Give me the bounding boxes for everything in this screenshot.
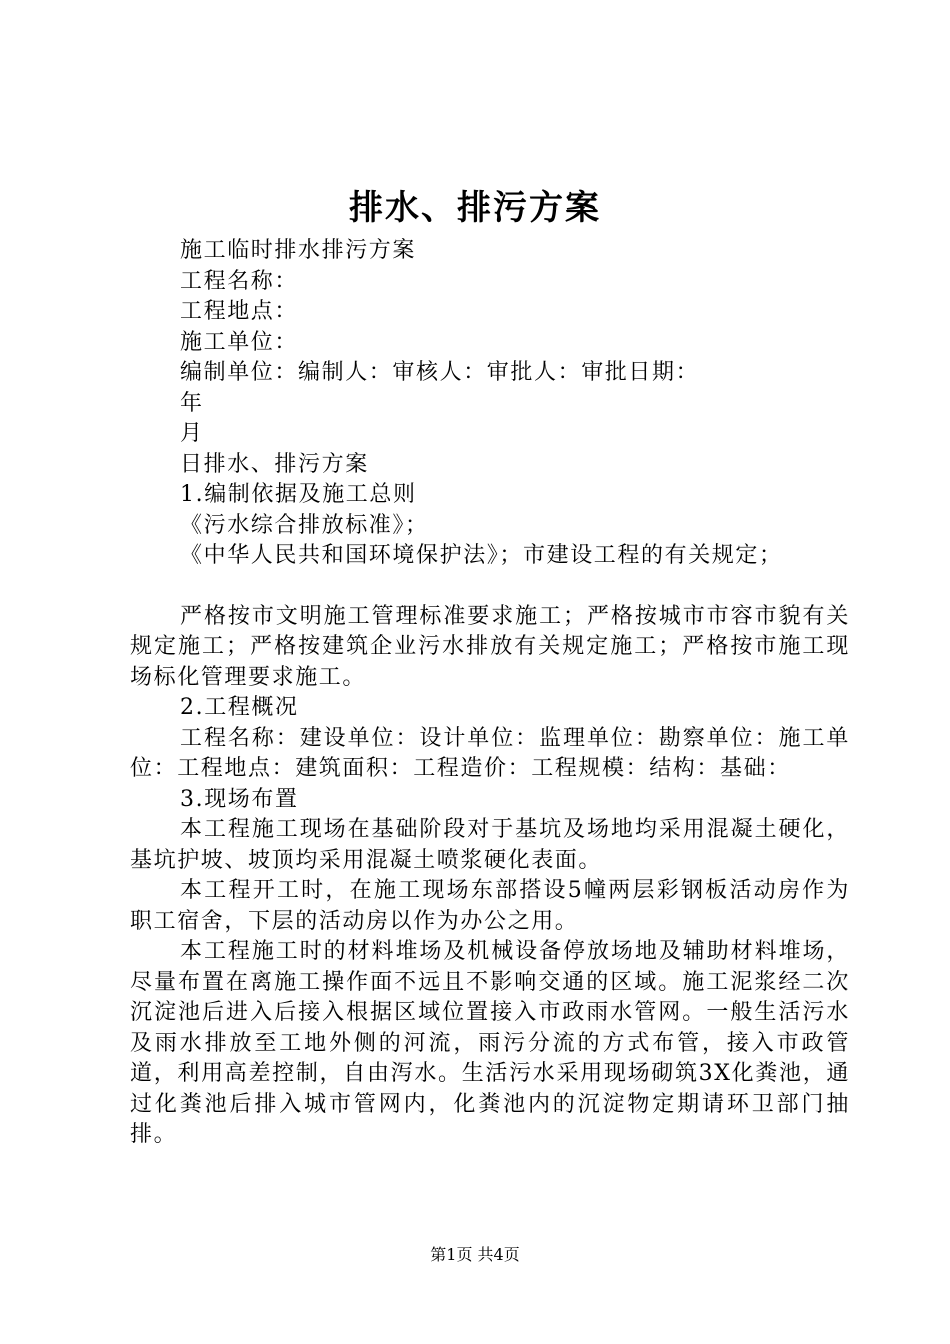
construction-unit-field: 施工单位：	[180, 329, 299, 355]
section-3-heading: 3.现场布置	[180, 786, 299, 812]
spacer	[130, 572, 850, 602]
compile-info-line: 编制单位：编制人：审核人：审批人：审批日期：	[180, 360, 700, 385]
layout-paragraph-2: 本工程开工时，在施工现场东部搭设5幢两层彩钢板活动房作为职工宿舍，下层的活动房以作为办公之用。	[130, 878, 850, 934]
document-title: 排水、排污方案	[349, 188, 601, 228]
layout-paragraph-1: 本工程施工现场在基础阶段对于基坑及场地均采用混凝土硬化，基坑护坡、坡顶均采用混凝土喷浆硬化表面。	[130, 817, 850, 873]
date-day-heading: 日排水、排污方案	[180, 451, 369, 477]
page-footer: 第1页 共4页	[430, 1245, 520, 1264]
overview-paragraph: 工程名称：建设单位：设计单位：监理单位：勘察单位：施工单位：工程地点：建筑面积：工程造价：工程规模：结构：基础：	[130, 725, 850, 781]
date-year: 年	[180, 390, 204, 416]
standards-paragraph: 严格按市文明施工管理标准要求施工；严格按城市市容市貌有关规定施工；严格按建筑企业污水排放有关规定施工；严格按市施工现场标化管理要求施工。	[130, 603, 850, 690]
document-body	[130, 236, 850, 1151]
date-month: 月	[180, 421, 204, 446]
layout-paragraph-3: 本工程施工时的材料堆场及机械设备停放场地及辅助材料堆场，尽量布置在离施工操作面不远且不影响交通的区域。施工泥浆经二次沉淀池后进入后接入根据区域位置接入市政雨水管网。一般生活污水及雨水排放至工地外侧的河流，雨污分流的方式布管，接入市政管道，利用高差控制，自由泻水。生活污水采用现场砌筑3X化粪池，通过化粪池后排入城市管网内，化粪池内的沉淀物定期请环卫部门抽排。	[130, 939, 850, 1147]
project-name-field: 工程名称：	[180, 268, 299, 294]
section-2-heading: 2.工程概况	[180, 695, 299, 720]
subtitle-line: 施工临时排水排污方案	[180, 238, 417, 263]
standard-reference-1: 《污水综合排放标准》；	[180, 512, 429, 538]
standard-reference-2: 《中华人民共和国环境保护法》；市建设工程的有关规定；	[180, 543, 783, 568]
section-1-heading: 1.编制依据及施工总则	[180, 482, 417, 507]
project-location-field: 工程地点：	[180, 299, 299, 324]
